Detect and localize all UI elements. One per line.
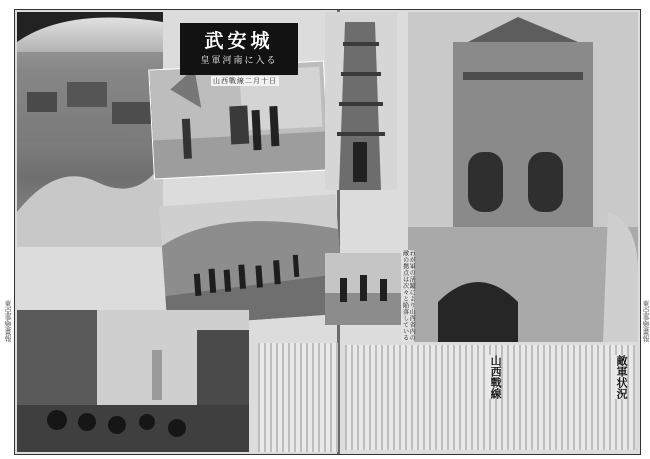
gate-tower-photo	[408, 12, 638, 342]
street-scene-photo	[17, 310, 249, 452]
page-title: 武安城	[204, 30, 274, 52]
advancing-soldiers-photo	[159, 194, 344, 326]
pagoda-photo	[325, 12, 397, 190]
side-label-left: 東亞事變畫報	[4, 300, 12, 342]
dateline: 山西戰線二月十日	[213, 77, 277, 85]
section-header-1: 山西戰線	[489, 355, 503, 399]
page-subtitle: 皇軍河南に入る	[200, 56, 278, 66]
field-soldiers-photo	[325, 253, 410, 325]
side-label-right: 東亞事變畫報	[642, 300, 650, 342]
section-header-2: 敵軍状況	[615, 355, 629, 399]
body-text-block-left	[258, 343, 338, 452]
title-box	[180, 23, 298, 75]
magazine-spread	[4, 9, 650, 455]
caption-right-side: わが軍の活躍により山西省内の敵の拠点は次々と陥落している	[401, 250, 416, 341]
city-panorama-photo	[17, 12, 163, 247]
